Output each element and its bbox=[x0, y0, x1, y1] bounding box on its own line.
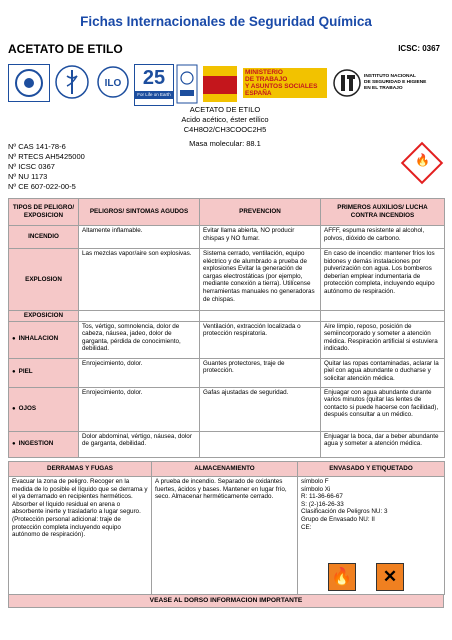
labeling-line: Clasificación de Peligros NU: 3 bbox=[301, 508, 388, 516]
table-cell: Enjuagar la boca, dar a beber abundante agua y someter a atención médica. bbox=[321, 431, 445, 457]
table-cell: Enrojecimiento, dolor. bbox=[79, 358, 200, 387]
institute-line: EN EL TRABAJO bbox=[364, 86, 403, 91]
table-cell: En caso de incendio: mantener fríos los bidones y demás instalaciones por pulverización con agua. Los bomberos deberían emplear indumentaria de protección completa, incluyendo equipo autónomo de respiración. bbox=[321, 249, 445, 311]
who-logo bbox=[54, 64, 90, 100]
identifier-rtecs: Nº RTECS AH5425000 bbox=[8, 152, 85, 161]
table-cell: Quitar las ropas contaminadas, aclarar la piel con agua abundante o ducharse y solicitar atención médica. bbox=[321, 358, 445, 387]
hazard-table bbox=[8, 198, 445, 458]
table-cell: Evitar llama abierta, NO producir chispas y NO fumar. bbox=[200, 226, 321, 249]
spain-coat-of-arms-icon bbox=[203, 66, 237, 102]
table-cell: Dolor abdominal, vértigo, náusea, dolor de garganta, debilidad. bbox=[79, 431, 200, 457]
insht-logo bbox=[332, 64, 444, 104]
table-cell: Enjuagar con agua abundante durante varios minutos (quitar las lentes de contacto si puede hacerse con facilidad), después consultar a un médico. bbox=[321, 387, 445, 431]
column-header: PELIGROS/ SINTOMAS AGUDOS bbox=[79, 199, 200, 226]
handling-table bbox=[8, 461, 445, 595]
table-cell: Gafas ajustadas de seguridad. bbox=[200, 387, 321, 431]
spain-ministry-logo bbox=[203, 64, 325, 104]
identifier-cas: Nº CAS 141-78-6 bbox=[8, 142, 66, 151]
substance-name: ACETATO DE ETILO bbox=[8, 42, 123, 56]
identifier-nu: Nº NU 1173 bbox=[8, 172, 48, 181]
column-header: PREVENCION bbox=[200, 199, 321, 226]
icsc-number: ICSC: 0367 bbox=[398, 44, 440, 53]
identifier-ce: Nº CE 607-022-00-5 bbox=[8, 182, 76, 191]
flammable-pictogram-icon: 🔥 bbox=[328, 563, 356, 591]
table-cell: Altamente inflamable. bbox=[79, 226, 200, 249]
institute-line: INSTITUTO NACIONAL bbox=[364, 74, 416, 79]
labeling-line: Grupo de Envasado NU: II bbox=[301, 515, 375, 523]
chemical-synonyms: Acido acético, éster etílico bbox=[181, 115, 269, 124]
molecular-mass: Masa molecular: 88.1 bbox=[189, 139, 261, 148]
flame-diamond-icon: 🔥 bbox=[401, 142, 443, 184]
row-type-incendio: INCENDIO bbox=[9, 226, 79, 249]
table-cell: Aire limpio, reposo, posición de semiincorporado y someter a atención médica. Respiración artificial si estuviera indicado. bbox=[321, 321, 445, 358]
row-type-piel: ● PIEL bbox=[9, 358, 79, 387]
storage-text: A prueba de incendio. Separado de oxidantes fuertes, ácidos y bases. Mantener en lugar frío, seco. Almacenar herméticamente cerrado. bbox=[152, 477, 298, 595]
ministry-line: Y ASUNTOS SOCIALES bbox=[245, 83, 318, 90]
svg-text:ILO: ILO bbox=[104, 78, 122, 89]
row-type-inhalacion: ● INHALACION bbox=[9, 321, 79, 358]
column-header: ENVASADO Y ETIQUETADO bbox=[298, 462, 445, 477]
table-cell bbox=[200, 311, 321, 322]
table-cell: Ventilación, extracción localizada o protección respiratoria. bbox=[200, 321, 321, 358]
footer-note: VEASE AL DORSO INFORMACION IMPORTANTE bbox=[8, 594, 444, 608]
column-header: TIPOS DE PELIGRO/ EXPOSICION bbox=[9, 199, 79, 226]
ministry-line: ESPAÑA bbox=[245, 90, 272, 97]
table-cell bbox=[321, 311, 445, 322]
table-cell: Tos, vértigo, somnolencia, dolor de cabeza, náusea, jadeo, dolor de garganta, pérdida de conocimiento, debilidad. bbox=[79, 321, 200, 358]
row-type-ingestion: ● INGESTION bbox=[9, 431, 79, 457]
labeling-line: símbolo F bbox=[301, 478, 329, 485]
column-header: ALMACENAMIENTO bbox=[152, 462, 298, 477]
ilo-logo bbox=[8, 64, 50, 102]
identifier-icsc: Nº ICSC 0367 bbox=[8, 162, 55, 171]
chemical-formula: C4H8O2/CH3COOC2H5 bbox=[183, 125, 267, 134]
row-type-ojos: ● OJOS bbox=[9, 387, 79, 431]
unep-25-logo bbox=[134, 64, 174, 106]
table-cell: Las mezclas vapor/aire son explosivas. bbox=[79, 249, 200, 311]
exposure-header: EXPOSICION bbox=[9, 311, 79, 322]
ministry-line: DE TRABAJO bbox=[245, 76, 288, 83]
anniversary-caption: For Life on Earth bbox=[135, 91, 173, 99]
labeling-line: CE: bbox=[301, 523, 312, 531]
unep-logo bbox=[176, 64, 198, 104]
table-cell: Sistema cerrado, ventilación, equipo eléctrico y de alumbrado a prueba de explosiones Evitar la generación de cargas electrostáticas (por ejemplo, mediante conexión a tierra). Utilícense herramientas manuales no generadoras de chispas. bbox=[200, 249, 321, 311]
chemical-info bbox=[110, 105, 340, 149]
labeling-cell bbox=[298, 477, 445, 595]
institute-line: DE SEGURIDAD E HIGIENE bbox=[364, 80, 427, 85]
labeling-line: R: 11-36-66-67 bbox=[301, 493, 343, 501]
chemical-name: ACETATO DE ETILO bbox=[189, 105, 261, 114]
identifier-list bbox=[8, 142, 85, 192]
labeling-line: símbolo Xi bbox=[301, 485, 331, 493]
anniversary-number: 25 bbox=[142, 67, 166, 89]
table-cell: Guantes protectores, traje de protección. bbox=[200, 358, 321, 387]
table-cell: AFFF, espuma resistente al alcohol, polvos, dióxido de carbono. bbox=[321, 226, 445, 249]
document-title: Fichas Internacionales de Seguridad Química bbox=[80, 14, 372, 29]
ilo-emblem-logo bbox=[96, 64, 130, 100]
spills-text: Evacuar la zona de peligro. Recoger en la medida de lo posible el líquido que se derrama y el ya derramado en recipientes herméticos. Absorber el líquido residual en arena o absorbente inerte y trasladarlo a lugar seguro. (Protección personal adicional: traje de protección completa incluyendo equipo autónomo de respiración). bbox=[9, 477, 152, 595]
table-cell bbox=[79, 311, 200, 322]
column-header: DERRAMAS Y FUGAS bbox=[9, 462, 152, 477]
column-header: PRIMEROS AUXILIOS/ LUCHA CONTRA INCENDIOS bbox=[321, 199, 445, 226]
logo-bar bbox=[8, 62, 444, 110]
labeling-line: S: (2-)16-26-33 bbox=[301, 500, 344, 508]
insht-emblem-icon bbox=[332, 68, 362, 98]
ministry-line: MINISTERIO bbox=[245, 69, 283, 76]
irritant-pictogram-icon: ✕ bbox=[376, 563, 404, 591]
table-cell: Enrojecimiento, dolor. bbox=[79, 387, 200, 431]
row-type-explosion: EXPLOSION bbox=[9, 249, 79, 311]
table-cell bbox=[200, 431, 321, 457]
